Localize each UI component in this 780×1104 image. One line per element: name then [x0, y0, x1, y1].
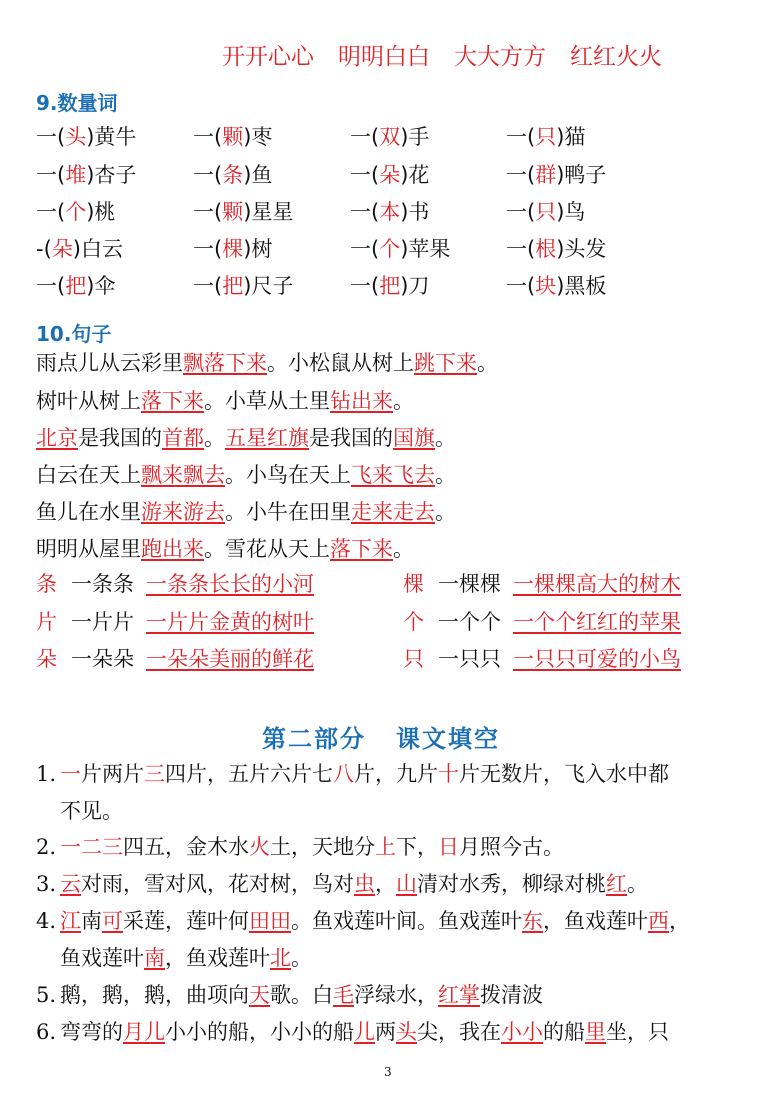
answer-segment: 小小 — [501, 1020, 543, 1044]
answer-segment: 田田 — [249, 909, 291, 933]
text-segment: ，鱼戏莲叶 — [165, 946, 270, 970]
text-segment: 。 — [204, 426, 225, 450]
text-segment: 树叶从树上 — [36, 389, 141, 413]
sentence-line — [36, 460, 456, 490]
measure-word-item — [193, 121, 272, 151]
measure-word-answer: 把 — [65, 274, 87, 298]
top-words-line — [222, 38, 686, 71]
answer-segment: 一二三 — [60, 835, 123, 859]
phrase-item — [36, 607, 314, 637]
measure-word-answer: 朵 — [51, 237, 73, 261]
item-number: 4. — [36, 909, 57, 933]
item-noun: )尺子 — [243, 274, 294, 298]
measure-word-answer: 根 — [535, 237, 557, 261]
answer-segment: 三 — [144, 762, 165, 786]
sentence-line — [36, 348, 498, 378]
measure-word-item — [506, 159, 606, 189]
measure-word-answer: 群 — [535, 163, 557, 187]
item-noun: )鱼 — [243, 163, 273, 187]
top-word: 大大方方 — [454, 44, 546, 70]
item-prefix: 一( — [36, 200, 66, 224]
text-segment: 。小鸟在天上 — [225, 463, 351, 487]
measure-word-item — [193, 233, 272, 263]
answer-segment: 可 — [102, 909, 123, 933]
part-2-title-a: 第二部分 — [262, 724, 366, 753]
phrase-word: 一片片 — [71, 610, 134, 634]
measure-word-item — [350, 121, 429, 151]
item-number: 3. — [36, 872, 57, 896]
measure-word-answer: 棵 — [222, 237, 244, 261]
item-prefix: 一( — [193, 163, 223, 187]
top-word: 红红火火 — [570, 44, 662, 70]
answer-segment: 飘落下来 — [183, 351, 267, 375]
part-2-title-b: 课文填空 — [396, 724, 500, 753]
item-number: 1. — [36, 762, 57, 786]
phrase-char: 棵 — [403, 572, 424, 596]
item-prefix: 一( — [350, 125, 380, 149]
text-segment: 。 — [435, 500, 456, 524]
item-prefix: 一( — [36, 125, 66, 149]
measure-word-answer: 把 — [379, 274, 401, 298]
answer-segment: 西 — [648, 909, 669, 933]
measure-word-item — [36, 196, 115, 226]
measure-word-item — [506, 233, 606, 263]
answer-segment: 红 — [606, 872, 627, 896]
phrase-char: 个 — [403, 610, 424, 634]
answer-segment: 儿 — [354, 1020, 375, 1044]
measure-word-item — [193, 196, 293, 226]
phrase-char: 只 — [403, 647, 424, 671]
phrase-word: 一个个 — [438, 610, 501, 634]
item-noun: )手 — [400, 125, 430, 149]
answer-segment: 天 — [249, 983, 270, 1007]
item-number: 6. — [36, 1020, 57, 1044]
item-noun: )鸟 — [556, 200, 586, 224]
item-prefix: 一( — [350, 200, 380, 224]
text-segment: 。 — [477, 351, 498, 375]
item-noun: )书 — [400, 200, 430, 224]
measure-word-item — [193, 159, 272, 189]
item-prefix: 一( — [350, 237, 380, 261]
item-prefix: 一( — [506, 237, 536, 261]
answer-segment: 游来游去 — [141, 500, 225, 524]
item-noun: )桃 — [86, 200, 116, 224]
section-10-heading: 10.句子 — [36, 322, 112, 346]
fill-in-continuation — [60, 943, 312, 973]
answer-segment: 跑出来 — [141, 537, 204, 561]
item-prefix: 一( — [350, 163, 380, 187]
item-noun: )伞 — [86, 274, 116, 298]
phrase-answer: 一棵棵高大的树木 — [513, 572, 681, 596]
text-segment: 坐，只 — [606, 1020, 669, 1044]
item-noun: )刀 — [400, 274, 430, 298]
fill-in-line — [36, 832, 564, 862]
text-segment: 鱼儿在水里 — [36, 500, 141, 524]
text-segment: 两 — [375, 1020, 396, 1044]
text-segment: 明明从屋里 — [36, 537, 141, 561]
phrase-char: 朵 — [36, 647, 57, 671]
item-noun: )枣 — [243, 125, 273, 149]
item-prefix: 一( — [36, 274, 66, 298]
text-segment: 歌。白 — [270, 983, 333, 1007]
measure-word-answer: 个 — [379, 237, 401, 261]
text-segment: 。 — [393, 389, 414, 413]
answer-segment: 国旗 — [393, 426, 435, 450]
item-noun: )星星 — [243, 200, 294, 224]
item-prefix: 一( — [506, 163, 536, 187]
measure-word-item — [36, 270, 115, 300]
measure-word-answer: 条 — [222, 163, 244, 187]
answer-segment: 红掌 — [438, 983, 480, 1007]
measure-word-answer: 颗 — [222, 125, 244, 149]
text-segment: ， — [669, 909, 690, 933]
text-segment: 。 — [627, 872, 648, 896]
measure-word-item — [350, 270, 429, 300]
measure-word-item — [350, 233, 450, 263]
item-number: 2. — [36, 835, 57, 859]
phrase-answer: 一个个红红的苹果 — [513, 610, 681, 634]
text-segment: 鱼戏莲叶 — [60, 946, 144, 970]
item-prefix: 一( — [506, 274, 536, 298]
answer-segment: 一 — [60, 762, 81, 786]
phrase-answer: 一朵朵美丽的鲜花 — [146, 647, 314, 671]
answer-segment: 落下来 — [330, 537, 393, 561]
text-segment: 对雨，雪对风，花对树，鸟对 — [81, 872, 354, 896]
text-segment: 清对水秀，柳绿对桃 — [417, 872, 606, 896]
measure-word-answer: 只 — [535, 125, 557, 149]
answer-segment: 火 — [249, 835, 270, 859]
text-segment: 采莲，莲叶何 — [123, 909, 249, 933]
text-segment: ，鱼戏莲叶 — [543, 909, 648, 933]
answer-segment: 头 — [396, 1020, 417, 1044]
measure-word-answer: 颗 — [222, 200, 244, 224]
phrase-answer: 一只只可爱的小鸟 — [513, 647, 681, 671]
phrase-word: 一朵朵 — [71, 647, 134, 671]
part-2-title — [262, 719, 500, 754]
sentence-line — [36, 534, 414, 564]
measure-word-answer: 头 — [65, 125, 87, 149]
answer-segment: 五星红旗 — [225, 426, 309, 450]
text-segment: 月照今古。 — [459, 835, 564, 859]
answer-segment: 落下来 — [141, 389, 204, 413]
text-segment: 南 — [81, 909, 102, 933]
text-segment: 。小松鼠从树上 — [267, 351, 414, 375]
measure-word-answer: 个 — [65, 200, 87, 224]
phrase-word: 一条条 — [71, 572, 134, 596]
page-number: 3 — [384, 1065, 392, 1079]
item-prefix: -( — [36, 237, 52, 261]
text-segment: 弯弯的 — [60, 1020, 123, 1044]
fill-in-line — [36, 980, 543, 1010]
sentence-line — [36, 423, 456, 453]
item-prefix: 一( — [193, 237, 223, 261]
text-segment: 。 — [291, 946, 312, 970]
fill-in-line — [36, 906, 690, 936]
answer-segment: 跳下来 — [414, 351, 477, 375]
answer-segment: 山 — [396, 872, 417, 896]
item-prefix: 一( — [193, 200, 223, 224]
item-noun: )杏子 — [86, 163, 137, 187]
item-noun: )头发 — [556, 237, 607, 261]
answer-segment: 钻出来 — [330, 389, 393, 413]
answer-segment: 里 — [585, 1020, 606, 1044]
answer-segment: 云 — [60, 872, 81, 896]
phrase-item — [36, 569, 314, 599]
answer-segment: 东 — [522, 909, 543, 933]
measure-word-answer: 块 — [535, 274, 557, 298]
measure-word-answer: 本 — [379, 200, 401, 224]
text-segment: 不见。 — [60, 799, 123, 823]
item-prefix: 一( — [506, 200, 536, 224]
answer-segment: 八 — [333, 762, 354, 786]
text-segment: 四五，金木水 — [123, 835, 249, 859]
phrase-char: 片 — [36, 610, 57, 634]
answer-segment: 首都 — [162, 426, 204, 450]
text-segment: 雨点儿从云彩里 — [36, 351, 183, 375]
fill-in-line — [36, 1017, 669, 1047]
answer-segment: 月儿 — [123, 1020, 165, 1044]
item-prefix: 一( — [350, 274, 380, 298]
answer-segment: 日 — [438, 835, 459, 859]
text-segment: 下， — [396, 835, 438, 859]
item-prefix: 一( — [36, 163, 66, 187]
phrase-answer: 一条条长长的小河 — [146, 572, 314, 596]
text-segment: 是我国的 — [309, 426, 393, 450]
measure-word-answer: 双 — [379, 125, 401, 149]
answer-segment: 南 — [144, 946, 165, 970]
measure-word-item — [36, 233, 123, 263]
text-segment: 片两片 — [81, 762, 144, 786]
item-noun: )白云 — [72, 237, 123, 261]
measure-word-item — [506, 196, 585, 226]
answer-segment: 十 — [438, 762, 459, 786]
measure-word-answer: 把 — [222, 274, 244, 298]
measure-word-answer: 堆 — [65, 163, 87, 187]
phrase-item — [36, 644, 314, 674]
answer-segment: 北京 — [36, 426, 78, 450]
answer-segment: 飞来飞去 — [351, 463, 435, 487]
text-segment: 。小牛在田里 — [225, 500, 351, 524]
phrase-answer: 一片片金黄的树叶 — [146, 610, 314, 634]
item-prefix: 一( — [193, 125, 223, 149]
sentence-line — [36, 386, 414, 416]
top-word: 开开心心 — [222, 44, 314, 70]
text-segment: 的船 — [543, 1020, 585, 1044]
text-segment: 拨清波 — [480, 983, 543, 1007]
phrase-item — [403, 644, 681, 674]
sentence-line — [36, 497, 456, 527]
measure-word-item — [36, 159, 136, 189]
text-segment: 。雪花从天上 — [204, 537, 330, 561]
phrase-word: 一只只 — [438, 647, 501, 671]
measure-word-item — [193, 270, 293, 300]
top-word: 明明白白 — [338, 44, 430, 70]
text-segment: 。 — [435, 463, 456, 487]
text-segment: 小小的船，小小的船 — [165, 1020, 354, 1044]
item-noun: )黑板 — [556, 274, 607, 298]
item-noun: )树 — [243, 237, 273, 261]
measure-word-answer: 只 — [535, 200, 557, 224]
text-segment: 尖，我在 — [417, 1020, 501, 1044]
text-segment: 浮绿水， — [354, 983, 438, 1007]
measure-word-item — [506, 121, 585, 151]
item-noun: )猫 — [556, 125, 586, 149]
measure-word-answer: 朵 — [379, 163, 401, 187]
text-segment: 鹅，鹅，鹅，曲项向 — [60, 983, 249, 1007]
text-segment: 。小草从土里 — [204, 389, 330, 413]
measure-word-item — [36, 121, 136, 151]
text-segment: 片，九片 — [354, 762, 438, 786]
phrase-item — [403, 607, 681, 637]
text-segment: 。 — [435, 426, 456, 450]
text-segment: ， — [375, 872, 396, 896]
fill-in-line — [36, 759, 669, 789]
answer-segment: 毛 — [333, 983, 354, 1007]
answer-segment: 走来走去 — [351, 500, 435, 524]
phrase-char: 条 — [36, 572, 57, 596]
text-segment: 。 — [393, 537, 414, 561]
text-segment: 白云在天上 — [36, 463, 141, 487]
item-noun: )花 — [400, 163, 430, 187]
answer-segment: 北 — [270, 946, 291, 970]
text-segment: 片无数片，飞入水中都 — [459, 762, 669, 786]
measure-word-item — [350, 159, 429, 189]
text-segment: 是我国的 — [78, 426, 162, 450]
answer-segment: 江 — [60, 909, 81, 933]
measure-word-item — [350, 196, 429, 226]
measure-word-item — [506, 270, 606, 300]
fill-in-line — [36, 869, 648, 899]
text-segment: 土，天地分 — [270, 835, 375, 859]
phrase-item — [403, 569, 681, 599]
text-segment: 四片，五片六片七 — [165, 762, 333, 786]
answer-segment: 虫 — [354, 872, 375, 896]
item-noun: )黄牛 — [86, 125, 137, 149]
item-noun: )鸭子 — [556, 163, 607, 187]
fill-in-continuation — [60, 796, 123, 826]
phrase-word: 一棵棵 — [438, 572, 501, 596]
answer-segment: 飘来飘去 — [141, 463, 225, 487]
section-9-heading: 9.数量词 — [36, 91, 118, 115]
item-noun: )苹果 — [400, 237, 451, 261]
answer-segment: 上 — [375, 835, 396, 859]
text-segment: 。鱼戏莲叶间。鱼戏莲叶 — [291, 909, 522, 933]
item-number: 5. — [36, 983, 57, 1007]
item-prefix: 一( — [506, 125, 536, 149]
item-prefix: 一( — [193, 274, 223, 298]
